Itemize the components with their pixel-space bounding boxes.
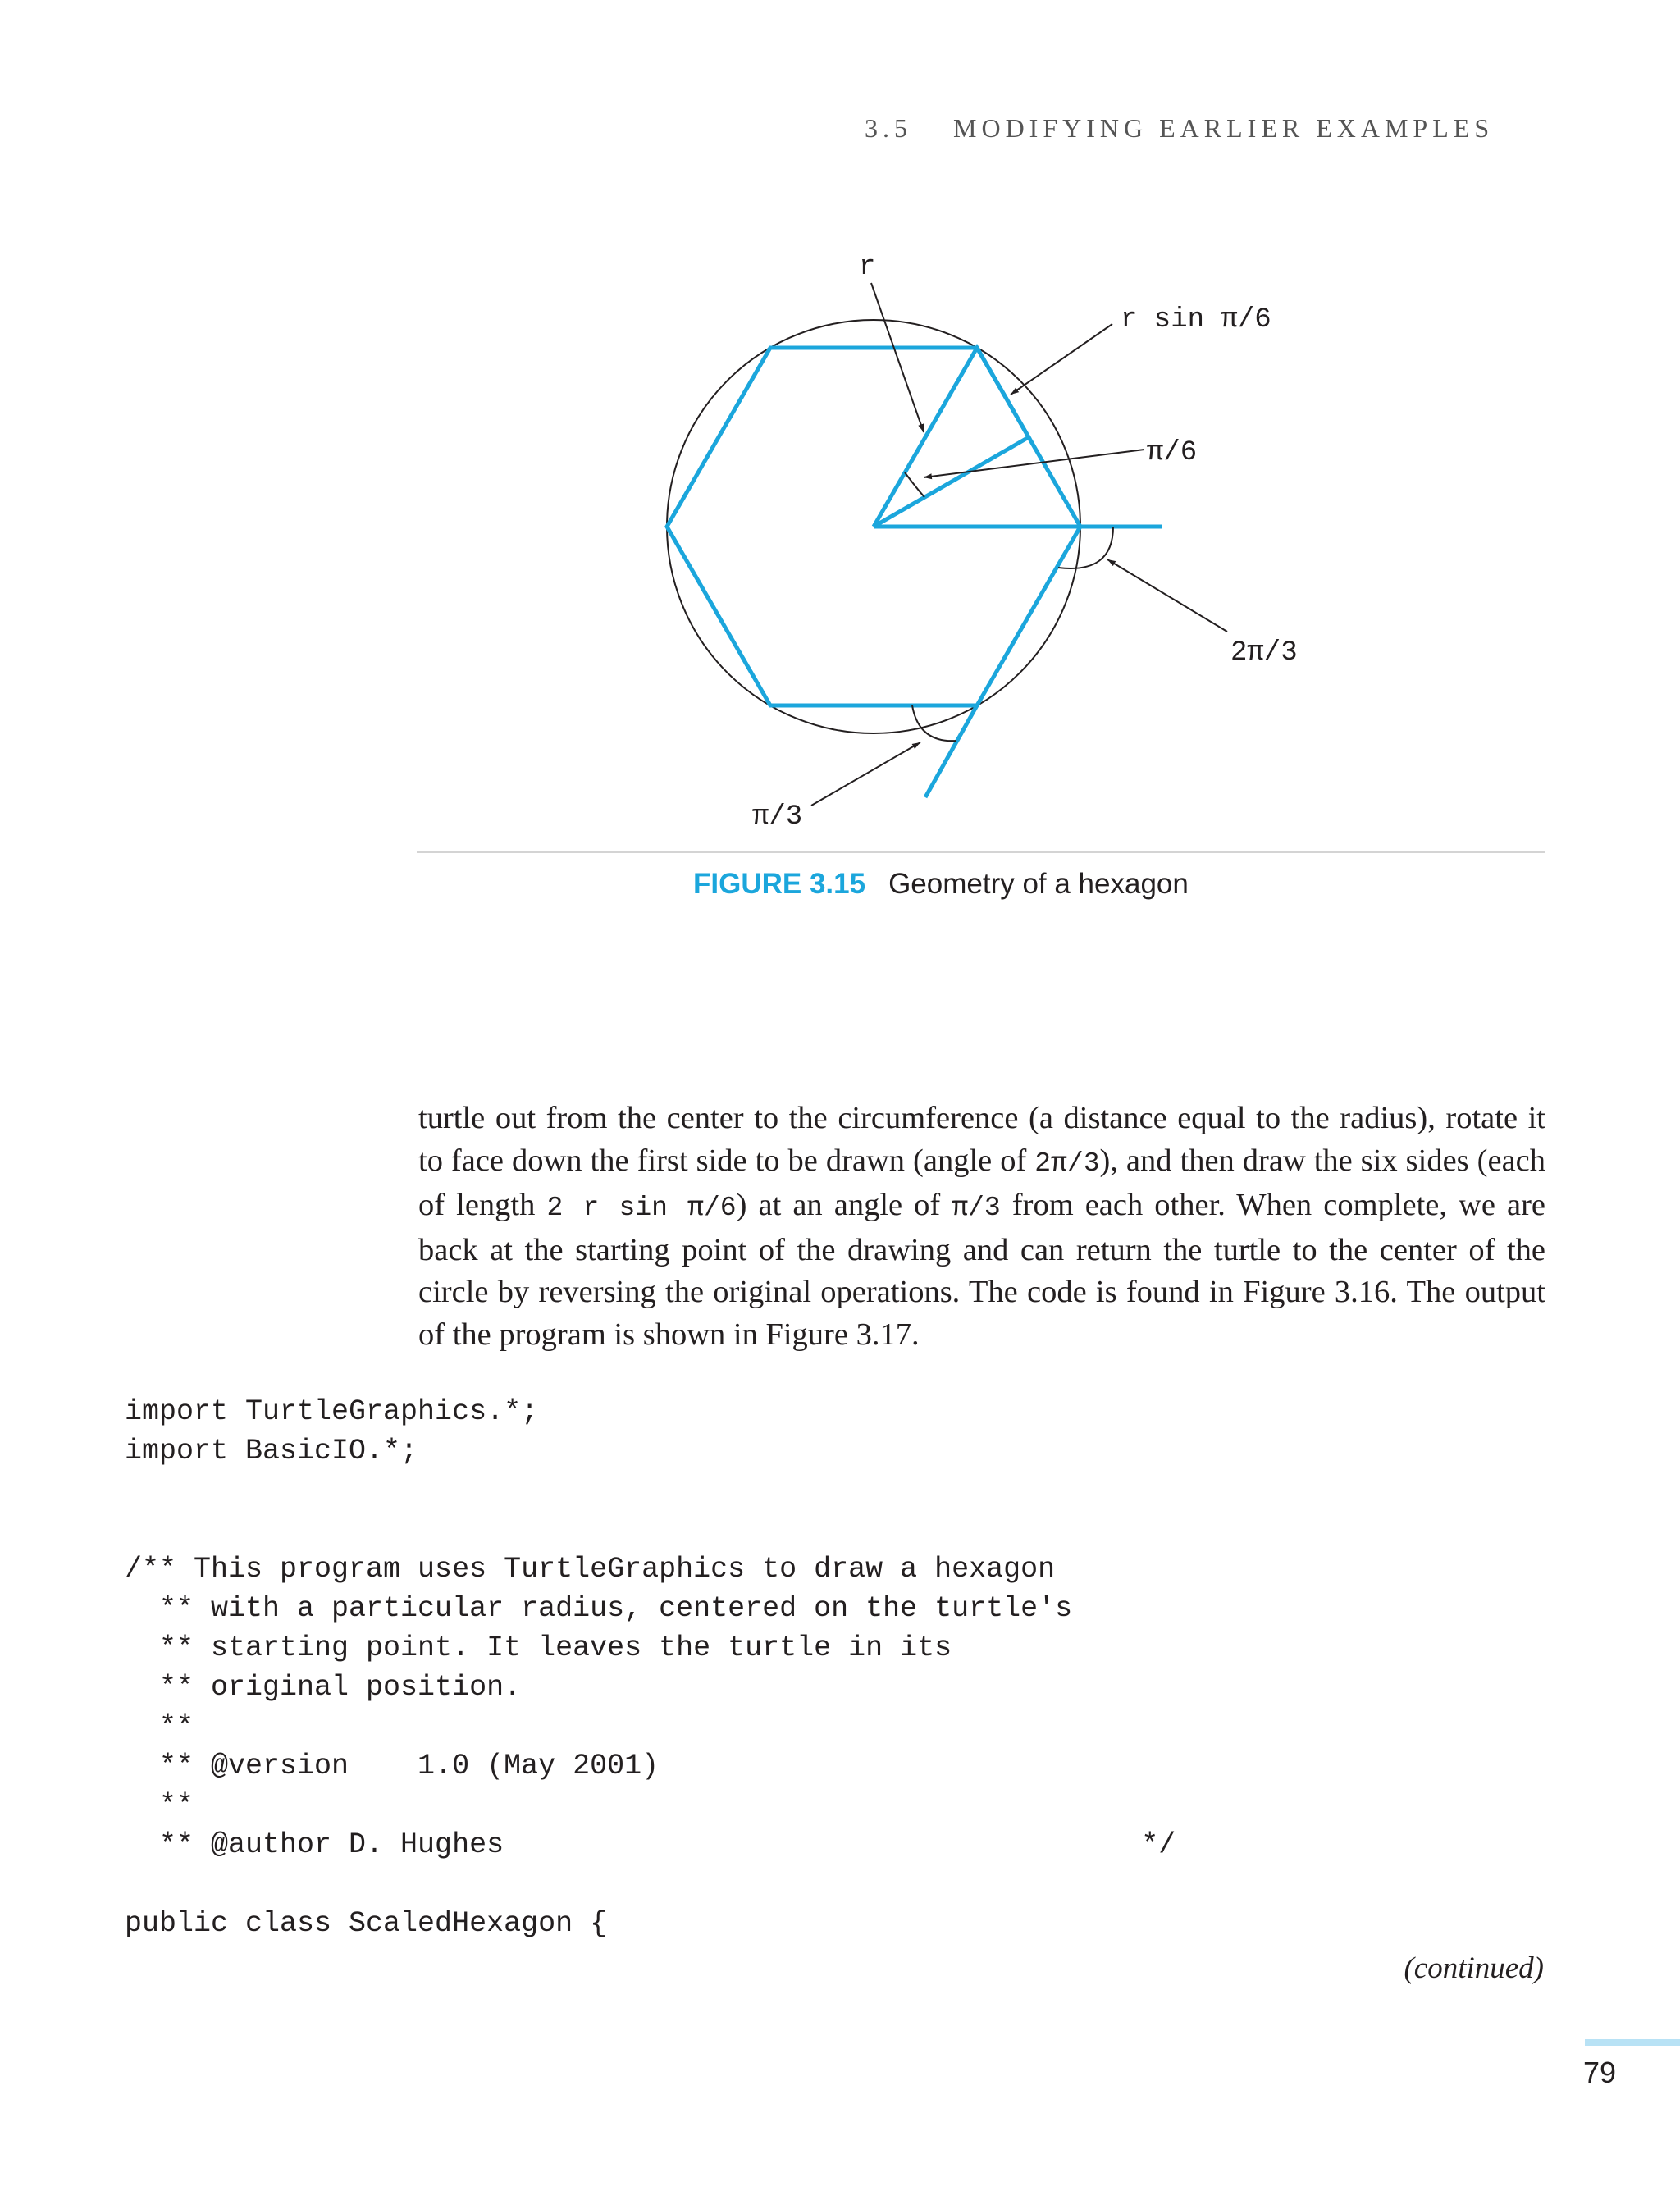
code-line <box>125 1471 1176 1510</box>
figure-caption-text: Geometry of a hexagon <box>888 868 1189 900</box>
code-line: ** <box>125 1789 194 1822</box>
figure-rule <box>417 851 1545 853</box>
code-line: ** starting point. It leaves the turtle in its <box>125 1632 952 1664</box>
label-r: r <box>859 252 876 283</box>
code-line: ** original position. <box>125 1671 522 1704</box>
section-title: MODIFYING EARLIER EXAMPLES <box>953 113 1495 143</box>
angle-arc-pi6 <box>905 472 924 497</box>
body-text-run: ), and then draw the six sides (each <box>1099 1143 1545 1178</box>
body-text-run: ) at an angle of <box>736 1188 952 1222</box>
continued-note: (continued) <box>1404 1951 1544 1985</box>
label-pi6: π/6 <box>1147 437 1198 468</box>
leader-pi6 <box>924 450 1144 477</box>
label-2pi3: 2π/3 <box>1230 637 1298 669</box>
side-extension <box>925 705 977 797</box>
figure-label: FIGURE 3.15 <box>693 868 866 900</box>
leader-r-sin <box>1011 324 1112 395</box>
angle-arc-pi3 <box>912 705 956 741</box>
code-line: import BasicIO.*; <box>125 1435 418 1467</box>
code-line <box>125 1864 1176 1904</box>
body-paragraph <box>418 1098 1545 1356</box>
label-r-sin-pi6: r sin π/6 <box>1121 304 1271 335</box>
section-number: 3.5 <box>865 113 912 143</box>
label-pi3: π/3 <box>752 801 803 833</box>
body-text-run: from each other. When complete, we are <box>1000 1188 1545 1222</box>
code-line: /** This program uses TurtleGraphics to draw a hexagon <box>125 1553 1056 1586</box>
body-line: of the program is shown in Figure 3.17. <box>418 1317 920 1352</box>
inline-code: 2 r sin π/6 <box>546 1193 737 1223</box>
code-line: import TurtleGraphics.*; <box>125 1395 539 1428</box>
page-number-bar <box>1585 2039 1680 2046</box>
body-line: turtle out from the center to the circumference (a distance equal to the radius), rotate it <box>418 1101 1545 1135</box>
page-number: 79 <box>1583 2056 1617 2089</box>
body-text-run: to face down the first side to be drawn (angle of <box>418 1143 1035 1178</box>
figure-caption <box>693 868 1189 901</box>
body-line: circle by reversing the original operations. The code is found in Figure 3.16. The output <box>418 1275 1545 1309</box>
center-triangle <box>874 348 1029 527</box>
leader-2pi3 <box>1107 559 1227 632</box>
code-line: ** @version 1.0 (May 2001) <box>125 1750 660 1782</box>
code-line: public class ScaledHexagon { <box>125 1907 608 1940</box>
body-line <box>418 1140 1545 1185</box>
code-line: ** with a particular radius, centered on the turtle's <box>125 1592 1073 1625</box>
inline-code: 2π/3 <box>1034 1148 1100 1179</box>
body-line <box>418 1184 1545 1230</box>
hexagon-geometry-figure <box>0 0 1680 853</box>
code-listing <box>125 1392 1176 1943</box>
leader-r <box>871 283 924 432</box>
code-line <box>125 1510 1176 1549</box>
code-line: ** <box>125 1710 194 1743</box>
body-text-run: of length <box>418 1188 547 1222</box>
body-line: back at the starting point of the drawing and can return the turtle to the center of the <box>418 1232 1545 1267</box>
leader-pi3 <box>811 742 920 806</box>
inline-code: π/3 <box>952 1193 1001 1223</box>
code-line: ** @author D. Hughes */ <box>125 1828 1176 1861</box>
